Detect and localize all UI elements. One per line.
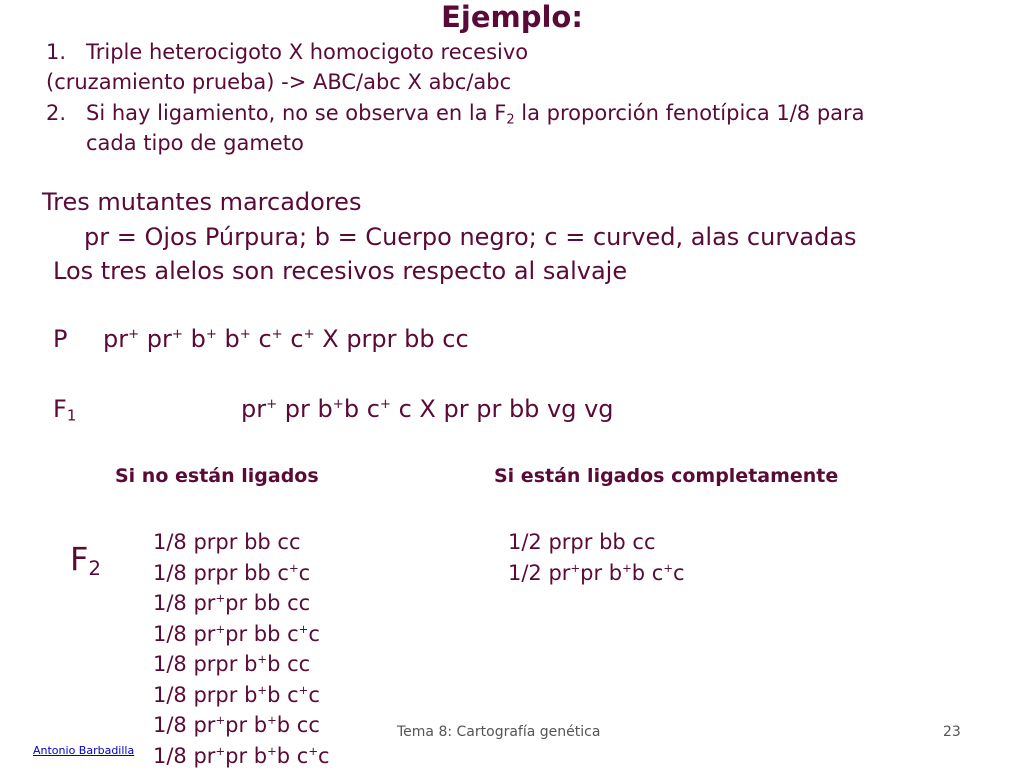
genotype-text: 1/8 prpr b — [153, 683, 257, 707]
allele-superscript: + — [215, 713, 225, 727]
allele-superscript: + — [266, 397, 277, 412]
genotype-text: c X pr pr bb vg vg — [391, 395, 614, 423]
genotype-text: c — [283, 325, 304, 353]
intro-line-1: Triple heterocigoto X homocigoto recesivo — [86, 40, 528, 64]
genotype-text: pr b — [580, 561, 622, 585]
genotype-text: 1/8 prpr bb c — [153, 561, 289, 585]
genotype-text: pr — [241, 395, 266, 423]
author-link[interactable]: Antonio Barbadilla — [33, 744, 134, 757]
allele-superscript: + — [308, 743, 318, 757]
genotype-text: b — [183, 325, 206, 353]
footer-topic: Tema 8: Cartografía genética — [397, 724, 600, 740]
genotype-text: 1/8 prpr bb cc — [153, 530, 301, 554]
genotype-text: b c — [277, 744, 309, 768]
allele-superscript: + — [570, 560, 580, 574]
allele-superscript: + — [289, 560, 299, 574]
genotype-text: 1/8 prpr b — [153, 652, 257, 676]
allele-superscript: + — [663, 560, 673, 574]
genotype-text: 1/2 prpr bb cc — [508, 530, 656, 554]
list-number: 1. — [46, 40, 66, 64]
markers-recessive-note: Los tres alelos son recesivos respecto al salvaje — [53, 257, 627, 285]
allele-superscript: + — [172, 327, 183, 342]
linked-heading: Si están ligados completamente — [494, 465, 838, 487]
genotype-text: pr bb cc — [225, 591, 310, 615]
genotype-text: 1/8 pr — [153, 622, 215, 646]
genotype-text: 1/8 pr — [153, 744, 215, 768]
allele-superscript: + — [333, 397, 344, 412]
f1-generation-label: $F_1$ — [53, 395, 76, 423]
genotype-row — [153, 649, 330, 680]
allele-superscript: + — [257, 682, 267, 696]
p-generation-label: P — [53, 325, 67, 353]
allele-superscript: + — [128, 327, 139, 342]
p-generation-cross — [103, 325, 469, 353]
genotype-text: c — [318, 744, 330, 768]
genotype-row — [153, 558, 330, 589]
genotype-text: 1/8 pr — [153, 591, 215, 615]
allele-superscript: + — [267, 713, 277, 727]
genotype-row — [153, 527, 330, 558]
allele-superscript: + — [299, 682, 309, 696]
genotype-text: pr — [139, 325, 172, 353]
slide-title: Ejemplo: — [0, 0, 1024, 34]
allele-superscript: + — [215, 743, 225, 757]
allele-superscript: + — [622, 560, 632, 574]
allele-superscript: + — [215, 621, 225, 635]
f2-label: $F_2$ — [70, 540, 101, 578]
genotype-text: b cc — [267, 652, 310, 676]
genotype-text: pr b — [277, 395, 333, 423]
genotype-row — [508, 527, 685, 558]
intro-line-3: Si hay ligamiento, no se observa en la $F_2$ la proporción fenotípica 1/8 para — [86, 101, 865, 125]
genotype-row — [153, 710, 330, 741]
genotype-text: b cc — [277, 713, 320, 737]
linked-genotype-list — [508, 527, 685, 588]
genotype-text: c — [251, 325, 272, 353]
allele-superscript: + — [206, 327, 217, 342]
genotype-row — [153, 741, 330, 771]
genotype-text: c — [308, 683, 320, 707]
genotype-text: b c — [632, 561, 664, 585]
genotype-text: X prpr bb cc — [315, 325, 469, 353]
allele-superscript: + — [267, 743, 277, 757]
genotype-text: pr b — [225, 713, 267, 737]
genotype-text: 1/2 pr — [508, 561, 570, 585]
allele-superscript: + — [215, 591, 225, 605]
genotype-row — [508, 558, 685, 589]
genotype-text: b — [217, 325, 240, 353]
f1-generation-cross — [241, 395, 614, 423]
genotype-text: b c — [344, 395, 380, 423]
genotype-text: b c — [267, 683, 299, 707]
genotype-row — [153, 680, 330, 711]
genotype-text: pr b — [225, 744, 267, 768]
intro-item-1 — [46, 40, 66, 64]
allele-superscript: + — [299, 621, 309, 635]
list-number: 2. — [46, 101, 66, 125]
allele-superscript: + — [272, 327, 283, 342]
intro-item-2 — [46, 101, 66, 125]
genotype-text: c — [308, 622, 320, 646]
allele-superscript: + — [380, 397, 391, 412]
unlinked-genotype-list — [153, 527, 330, 771]
intro-line-2: (cruzamiento prueba) -> ABC/abc X abc/abc — [46, 70, 511, 94]
markers-definition: pr = Ojos Púrpura; b = Cuerpo negro; c = curved, alas curvadas — [84, 223, 857, 251]
genotype-row — [153, 588, 330, 619]
genotype-text: c — [673, 561, 685, 585]
allele-superscript: + — [257, 652, 267, 666]
allele-superscript: + — [240, 327, 251, 342]
genotype-text: c — [299, 561, 311, 585]
page-number: 23 — [943, 724, 961, 740]
genotype-text: pr — [103, 325, 128, 353]
genotype-row — [153, 619, 330, 650]
genotype-text: pr bb c — [225, 622, 299, 646]
intro-line-4: cada tipo de gameto — [86, 131, 304, 155]
unlinked-heading: Si no están ligados — [115, 465, 319, 487]
markers-heading: Tres mutantes marcadores — [42, 188, 361, 216]
genotype-text: 1/8 pr — [153, 713, 215, 737]
allele-superscript: + — [304, 327, 315, 342]
